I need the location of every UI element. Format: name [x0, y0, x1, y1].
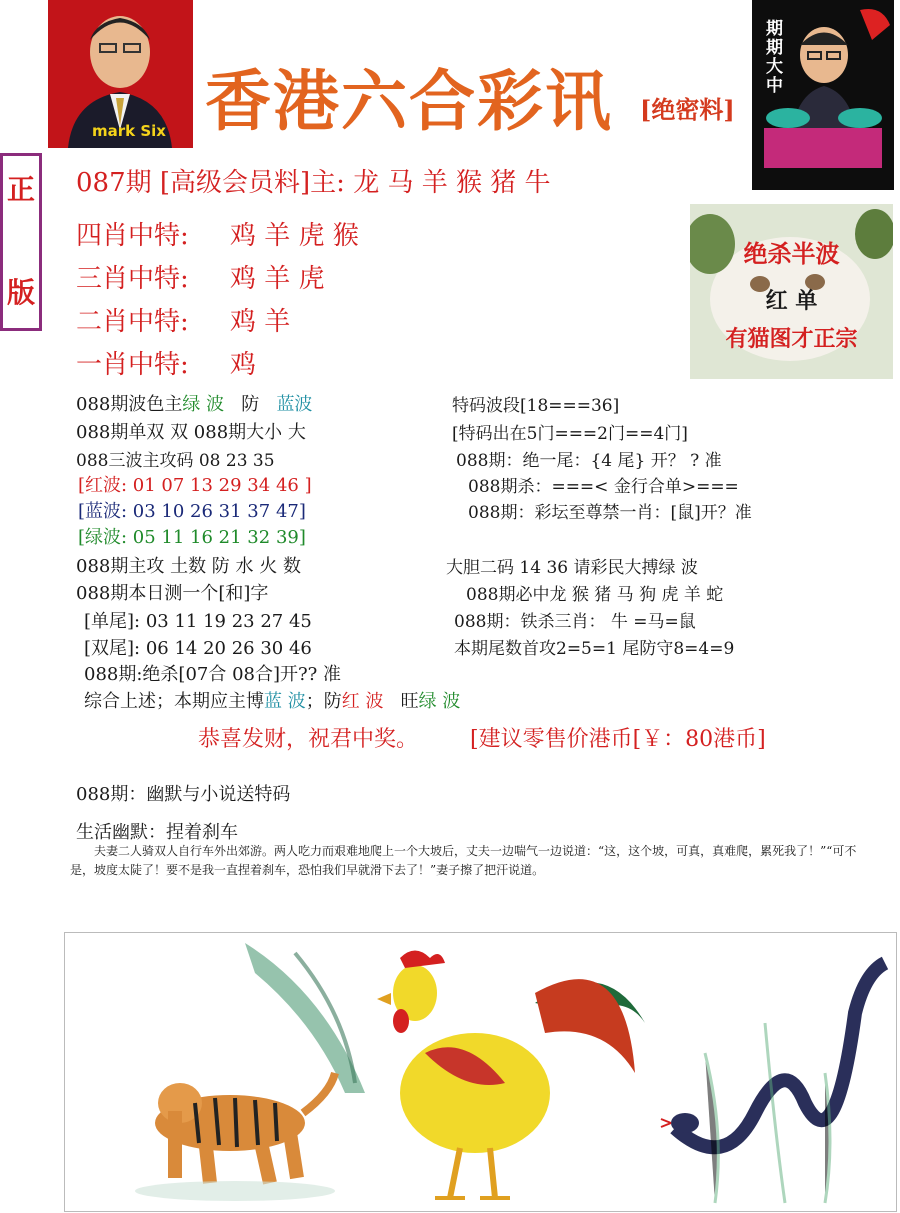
banned-zodiac: 088期：彩坛至尊禁一肖：[鼠]开？准 — [468, 503, 752, 523]
kill-line: 088期:绝杀[07合 08合]开?? 准 — [84, 664, 342, 685]
mascot-image — [752, 0, 894, 190]
blue-wave: [蓝波: 03 10 26 31 37 47] — [78, 501, 306, 522]
summary-prefix: 综合上述；本期应主博 — [84, 691, 264, 712]
authentic-stamp — [0, 153, 42, 331]
red-wave: [红波: 01 07 13 29 34 46 ] — [78, 475, 312, 496]
four-label: 四肖中特: — [76, 221, 189, 251]
stamp-char-1: 正 — [7, 173, 36, 206]
main-attack-line: 088期主攻 土数 防 水 火 数 — [76, 556, 301, 577]
animals-illustration — [65, 933, 896, 1211]
one-tail: 088期：绝一尾：{4 尾} 开？ ? 准 — [456, 451, 722, 471]
three-label: 三肖中特: — [76, 264, 189, 294]
joke-title: 生活幽默：捏着刹车 — [76, 822, 238, 843]
summary-guard-label: ；防 — [305, 691, 342, 712]
tail-attack: 本期尾数首攻2=5=1 尾防守8=4=9 — [454, 639, 735, 659]
zodiac-pictures — [64, 932, 897, 1212]
summary-main-wave: 蓝 波 — [264, 691, 306, 712]
special-range: 特码波段[18===36] — [452, 396, 620, 416]
three-value: 鸡 羊 虎 — [230, 264, 325, 294]
special-gate: [特码出在5门===2门==4门] — [452, 424, 688, 444]
mascot-text: 期期大中 — [766, 19, 783, 96]
four-value: 鸡 羊 虎 猴 — [230, 221, 359, 251]
stamp-char-2: 版 — [7, 276, 36, 309]
cat-text-1: 绝杀半波 — [743, 240, 840, 268]
single-tail: [单尾]: 03 11 19 23 27 45 — [84, 611, 312, 632]
iron-kill: 088期：铁杀三肖： 牛 =马=鼠 — [454, 612, 696, 632]
two-label: 二肖中特: — [76, 307, 189, 337]
summary-prosper-label: 旺 — [400, 691, 419, 712]
cat-text-2: 红 单 — [765, 289, 818, 314]
issue-line: 087期 [高级会员料]主: 龙 马 羊 猴 猪 牛 — [76, 168, 551, 198]
congrats-text: 恭喜发财，祝君中奖。 — [198, 727, 419, 752]
one-label: 一肖中特: — [76, 350, 189, 380]
wave-guard-label: 防 — [241, 394, 260, 415]
summary-line — [84, 687, 460, 713]
double-tail: [双尾]: 06 14 20 26 30 46 — [84, 638, 312, 659]
wave-color-line — [76, 390, 312, 416]
cat-text-3: 有猫图才正宗 — [725, 327, 858, 352]
odd-even-line: 088期单双 双 088期大小 大 — [76, 422, 306, 443]
wave-color-label: 088期波色主 — [76, 394, 183, 415]
must-hit: 088期必中龙 猴 猪 马 狗 虎 羊 蛇 — [466, 585, 724, 605]
photo-caption: mark Six — [92, 122, 166, 140]
wave-guard: 蓝波 — [276, 394, 313, 415]
one-value: 鸡 — [230, 350, 257, 380]
two-value: 鸡 羊 — [230, 307, 291, 337]
joke-body: 夫妻二人骑双人自行车外出郊游。两人吃力而艰难地爬上一个大坡后，丈夫一边喘气一边说道：“这，这个坡，可真，真难爬，累死我了！”“可不是，坡度太陡了！要不是我一直捏着刹车，恐怕我们早就滑下去了！”妻子擦了把汗说道。 — [70, 844, 857, 877]
summary-prosper-wave: 绿 波 — [418, 691, 461, 712]
three-wave-line: 088三波主攻码 08 23 35 — [76, 451, 275, 471]
host-photo — [48, 0, 193, 148]
cat-image-box — [690, 204, 893, 379]
price-text: [建议零售价港币[￥：80港币] — [470, 727, 766, 752]
page-title: 香港六合彩讯 — [205, 63, 613, 140]
wave-main: 绿 波 — [182, 394, 225, 415]
title-tag: [绝密料] — [640, 95, 735, 124]
green-wave: [绿波: 05 11 16 21 32 39] — [78, 527, 306, 548]
bold-two-codes: 大胆二码 14 36 请彩民大搏绿 波 — [446, 558, 698, 578]
daily-char-line: 088期本日测一个[和]字 — [76, 583, 269, 604]
summary-guard-wave: 红 波 — [341, 691, 384, 712]
kill-metal: 088期杀：===< 金行合单>=== — [468, 477, 739, 497]
joke-heading: 088期：幽默与小说送特码 — [76, 784, 291, 805]
